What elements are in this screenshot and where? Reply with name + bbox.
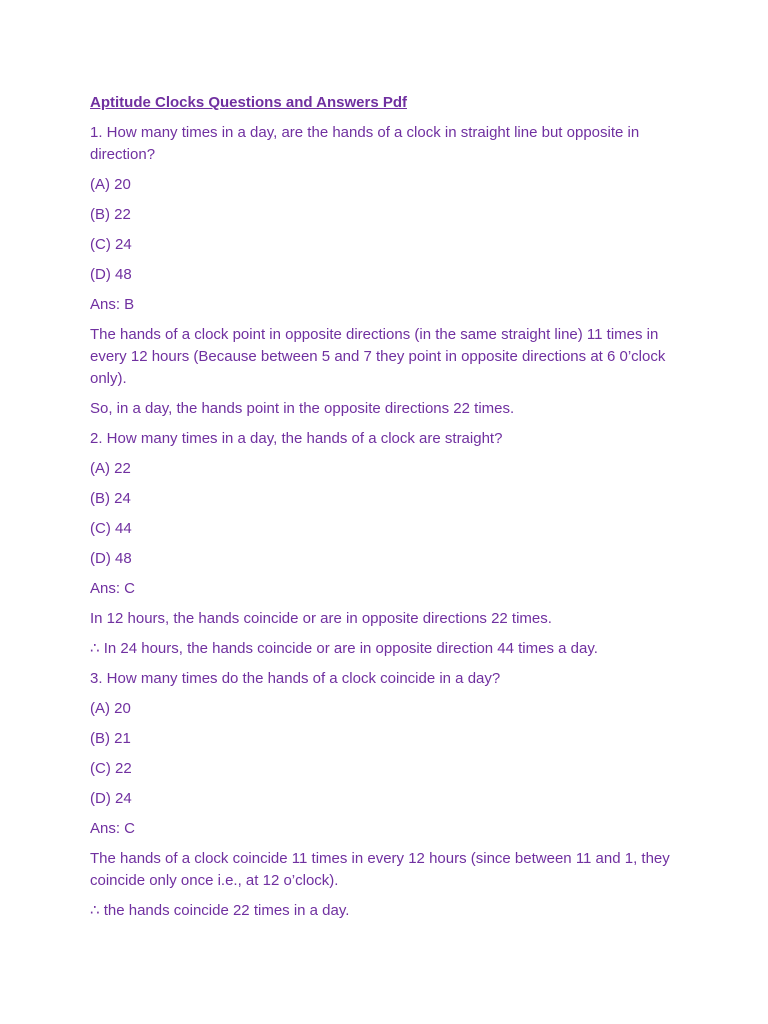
question-2-option-d: (D) 48 <box>90 550 132 567</box>
question-3-explanation: The hands of a clock coincide 11 times in every 12 hours (since between 11 and 1, they coincide only once i.e., at 12 o’clock). <box>90 850 670 889</box>
question-2-option-b: (B) 24 <box>90 490 131 507</box>
question-1-explanation: The hands of a clock point in opposite directions (in the same straight line) 11 times in every 12 hours (Because between 5 and 7 they point in opposite directions at 6 0’clock only). <box>90 326 666 387</box>
question-1-option-c: (C) 24 <box>90 236 132 253</box>
question-2-text: 2. How many times in a day, the hands of a clock are straight? <box>90 430 503 447</box>
document-page <box>90 92 690 930</box>
question-1-text: 1. How many times in a day, are the hands of a clock in straight line but opposite in direction? <box>90 124 640 163</box>
question-3-option-a: (A) 20 <box>90 700 131 717</box>
question-2-conclusion: ∴ In 24 hours, the hands coincide or are in opposite direction 44 times a day. <box>90 640 598 657</box>
question-3-text: 3. How many times do the hands of a clock coincide in a day? <box>90 670 501 687</box>
question-2-option-a: (A) 22 <box>90 460 131 477</box>
question-1-option-b: (B) 22 <box>90 206 131 223</box>
question-3-option-d: (D) 24 <box>90 790 132 807</box>
question-2-option-c: (C) 44 <box>90 520 132 537</box>
document-title: Aptitude Clocks Questions and Answers Pdf <box>90 94 407 111</box>
question-3-conclusion: ∴ the hands coincide 22 times in a day. <box>90 902 350 919</box>
question-1-option-a: (A) 20 <box>90 176 131 193</box>
question-3-option-b: (B) 21 <box>90 730 131 747</box>
question-3-option-c: (C) 22 <box>90 760 132 777</box>
question-1-conclusion: So, in a day, the hands point in the opposite directions 22 times. <box>90 400 515 417</box>
question-2-answer: Ans: C <box>90 580 136 597</box>
question-3-answer: Ans: C <box>90 820 136 837</box>
question-1-option-d: (D) 48 <box>90 266 132 283</box>
question-1-answer: Ans: B <box>90 296 135 313</box>
question-2-explanation: In 12 hours, the hands coincide or are in opposite directions 22 times. <box>90 610 552 627</box>
